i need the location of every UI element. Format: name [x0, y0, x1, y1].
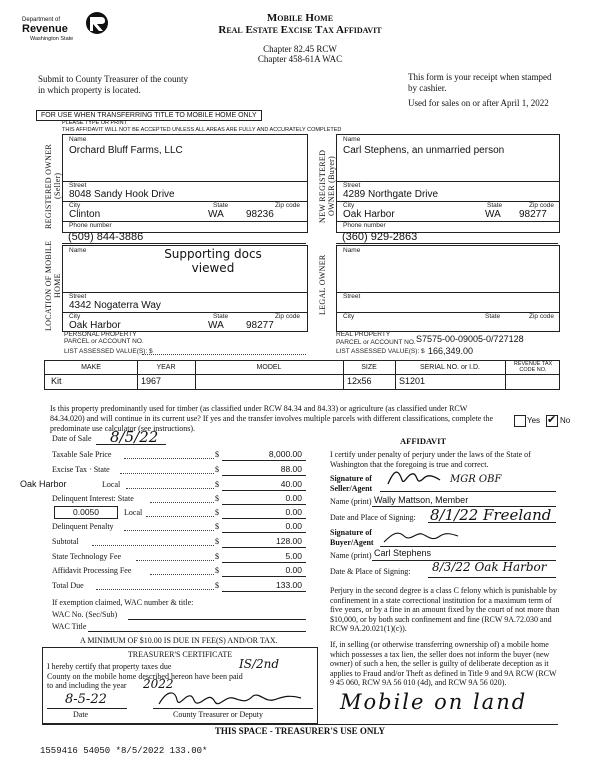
col-year: YEAR: [156, 364, 176, 371]
title-line2: Real Estate Excise Tax Affidavit: [218, 24, 382, 36]
buyer-street: 4289 Northgate Drive: [343, 189, 439, 200]
dollar-6: $: [215, 522, 219, 531]
wac-no-label: WAC No. (Sec/Sub): [52, 610, 118, 619]
minimum-notice: A MINIMUM OF $10.00 IS DUE IN FEE(S) AND/OR TAX.: [80, 636, 278, 645]
location-city-label: City: [69, 313, 81, 320]
taxable-value: 8,000.00: [268, 449, 302, 459]
seller-state: WA: [208, 209, 224, 220]
dollar-10: $: [215, 581, 219, 590]
real-property-label: REAL PROPERTY: [336, 331, 391, 338]
location-street: 4342 Nogaterra Way: [69, 300, 161, 311]
buyer-name: Carl Stephens, an unmarried person: [343, 145, 505, 156]
treasurer-taxes-due: IS/2nd: [239, 657, 280, 671]
date-of-sale: 8/5/22: [110, 428, 159, 446]
buyer-section-label: NEW REGISTERED OWNER (Buyer): [318, 149, 336, 223]
dollar-1: $: [215, 450, 219, 459]
penalty-value: 0.00: [285, 521, 302, 531]
seller-city-label: City: [69, 202, 81, 209]
dept-line2: Revenue: [22, 23, 68, 35]
date-place: 8/1/22 Freeland: [430, 506, 552, 524]
title-line1: Mobile Home: [266, 12, 334, 24]
subtotal-value: 128.00: [276, 536, 302, 546]
chapter-2: Chapter 458-61A WAC: [257, 54, 343, 64]
date-place-label: Date and Place of Signing:: [330, 513, 416, 522]
treasurer-year: 2022: [143, 677, 174, 691]
not-accepted: THIS AFFIDAVIT WILL NOT BE ACCEPTED UNLESS ALL AREAS ARE FULLY AND ACCURATELY COMPLETED: [62, 127, 342, 133]
buyer-signature: [380, 524, 460, 548]
seller-state-label: State: [213, 202, 229, 209]
seller-section-label: REGISTERED OWNER (Seller): [44, 143, 62, 229]
location-zip-label: Zip code: [275, 313, 300, 320]
excise-label: Excise Tax · State: [52, 465, 110, 474]
location-name-label: Name: [69, 247, 87, 254]
treasurer-title: TREASURER'S CERTIFICATE: [127, 650, 233, 659]
personal-property-label: PERSONAL PROPERTY: [64, 331, 137, 338]
rate-box: [54, 506, 118, 519]
dollar-5: $: [215, 508, 219, 517]
buyer-phone-label: Phone number: [343, 222, 386, 229]
check-icon: ✔: [547, 413, 557, 426]
local2-label: Local: [124, 508, 143, 517]
buyer-block: [336, 134, 560, 233]
seller-signature: [384, 466, 444, 490]
treasurer-certificate: [42, 647, 318, 724]
name-print2-label: Name (print): [330, 551, 372, 560]
treasurer-line1: I hereby certify that property taxes due: [47, 662, 172, 671]
handwritten-note: Mobile on land: [340, 690, 528, 714]
chapter-1: Chapter 82.45 RCW: [263, 44, 337, 54]
form-title: [180, 12, 420, 64]
seller-city: Clinton: [69, 209, 101, 220]
cell-year: 1967: [141, 376, 162, 386]
legal-section-label: LEGAL OWNER: [318, 254, 327, 316]
date-of-sale-label: Date of Sale: [52, 434, 92, 443]
treasurer-deputy-label: County Treasurer or Deputy: [173, 710, 263, 719]
buyer-city-label: City: [343, 202, 355, 209]
treasurer-date: 8-5-22: [65, 692, 107, 707]
location-block: [62, 245, 308, 332]
dollar-3: $: [215, 480, 219, 489]
location-name-note: Supporting docs viewed: [164, 247, 262, 275]
col-revenue: REVENUE TAX CODE NO.: [513, 361, 553, 373]
receipt-text: This form is your receipt when stamped by cashier.: [408, 72, 552, 93]
legal-city-label: City: [343, 313, 355, 320]
local-jurisdiction: Oak Harbor: [20, 479, 67, 489]
buyer-state-label: State: [487, 202, 503, 209]
total-label: Total Due: [52, 581, 84, 590]
dollar-4: $: [215, 494, 219, 503]
seller-street-label: Street: [69, 182, 87, 189]
seller-name: Orchard Bluff Farms, LLC: [69, 145, 183, 156]
seller-zip-label: Zip code: [275, 202, 300, 209]
dollar-8: $: [215, 552, 219, 561]
cell-size: 12x56: [347, 376, 372, 386]
dor-logo-icon: [84, 10, 120, 36]
legal-state-label: State: [485, 313, 501, 320]
real-parcel: S7575-00-09005-0/727128: [416, 334, 524, 344]
location-zip: 98277: [246, 320, 274, 331]
use-when-box: FOR USE WHEN TRANSFERRING TITLE TO MOBILE HOME ONLY: [36, 110, 262, 121]
sig-seller-label: Signature of Seller/Agent: [330, 474, 373, 493]
dollar-7: $: [215, 537, 219, 546]
location-section-label: LOCATION OF MOBILE HOME: [44, 240, 62, 332]
location-state: WA: [208, 320, 224, 331]
treasurer-signature: [155, 688, 305, 710]
penalty-label: Delinquent Penalty: [52, 522, 114, 531]
dept-line1: Department of: [22, 17, 61, 23]
buyer-state: WA: [485, 209, 501, 220]
total-value: 133.00: [276, 580, 302, 590]
treasurer-date-label: Date: [73, 710, 89, 719]
exemption-label: If exemption claimed, WAC number & title:: [52, 598, 194, 607]
delinquent-interest-value: 0.00: [285, 493, 302, 503]
name-print-label: Name (print): [330, 497, 372, 506]
dept-line3: Washington State: [30, 36, 74, 42]
delinquent-interest-label: Delinquent Interest: State: [52, 494, 134, 503]
buyer-phone: (360) 929-2863: [342, 231, 418, 243]
buyer-zip: 98277: [519, 209, 547, 220]
tech-fee-value: 5.00: [285, 551, 302, 561]
cell-make: Kit: [51, 376, 62, 386]
affidavit-certify: I certify under penalty of perjury under the laws of the State of Washington that the foregoing is true and correct.: [330, 450, 531, 469]
local-label: Local: [102, 480, 121, 489]
seller-phone-label: Phone number: [69, 222, 112, 229]
receipt-stamp: 1559416 54050 *8/5/2022 133.00*: [40, 746, 208, 756]
buyer-street-label: Street: [343, 182, 361, 189]
date-place2-label: Date & Place of Signing:: [330, 567, 411, 576]
excise-value: 88.00: [280, 464, 302, 474]
affidavit-fee-value: 0.00: [285, 565, 302, 575]
personal-parcel-label: PARCEL or ACCOUNT NO.: [64, 338, 144, 345]
subtotal-label: Subtotal: [52, 537, 79, 546]
legal-zip-label: Zip code: [529, 313, 554, 320]
dollar-2: $: [215, 465, 219, 474]
timber-no-label: No: [560, 416, 571, 425]
timber-yes-checkbox[interactable]: [514, 415, 526, 427]
perjury-notice: Perjury in the second degree is a class C felony which is punishable by confinement in a state correctional institution for a maximum term of five years, or by a fine in an amount fixed by the court of not more than $10,000, or by both such confinement and fine (RCW 9A.72.030 and RCW 9A.20.021(1)(c)).: [330, 586, 560, 633]
legal-name-label: Name: [343, 247, 361, 254]
buyer-zip-label: Zip code: [529, 202, 554, 209]
tech-fee-label: State Technology Fee: [52, 552, 122, 561]
legal-street-label: Street: [343, 293, 361, 300]
seller-zip: 98236: [246, 209, 274, 220]
name-print: Wally Mattson, Member: [374, 495, 469, 505]
rate-value: 0.0050: [73, 507, 99, 517]
submit-text: Submit to County Treasurer of the county in which property is located.: [38, 74, 188, 95]
seller-phone: (509) 844-3886: [68, 231, 144, 243]
location-state-label: State: [213, 313, 229, 320]
seller-block: [62, 134, 308, 233]
real-assessed-label: LIST ASSESSED VALUE(S): $: [336, 348, 425, 355]
mobile-home-table: [44, 360, 560, 390]
cell-serial: S1201: [399, 376, 426, 386]
sig-seller-title: MGR OBF: [450, 474, 502, 485]
please-type: PLEASE TYPE OR PRINT: [62, 120, 128, 126]
seller-street: 8048 Sandy Hook Drive: [69, 189, 175, 200]
legal-owner-block: [336, 245, 560, 332]
used-for-text: Used for sales on or after April 1, 2022: [408, 98, 549, 108]
local-value: 40.00: [280, 479, 302, 489]
col-make: MAKE: [81, 364, 101, 371]
name-print2: Carl Stephens: [374, 548, 432, 558]
location-city: Oak Harbor: [69, 320, 121, 331]
col-serial: SERIAL NO. or I.D.: [419, 364, 481, 371]
treasurer-use-only: THIS SPACE - TREASURER'S USE ONLY: [214, 726, 386, 736]
affidavit-title: AFFIDAVIT: [400, 436, 447, 446]
date-place2: 8/3/22 Oak Harbor: [432, 560, 547, 574]
local2-value: 0.00: [285, 507, 302, 517]
buyer-city: Oak Harbor: [343, 209, 395, 220]
taxable-label: Taxable Sale Price: [52, 450, 112, 459]
timber-question: Is this property predominantly used for timber (as classified under RCW 84.34 and 84.33) or agriculture (as classified under RCW 84.34.020) and will continue in its current use? If yes and the transfer involves multiple parcels with different classifications, complete the predominate use calculator (see instructions).: [50, 404, 494, 433]
dollar-9: $: [215, 566, 219, 575]
location-street-label: Street: [69, 293, 87, 300]
timber-no-checkbox[interactable]: [546, 415, 558, 427]
col-model: MODEL: [256, 364, 282, 371]
personal-assessed-label: LIST ASSESSED VALUE(S): $: [64, 348, 153, 355]
real-assessed: 166,349.00: [428, 346, 474, 356]
if-selling-notice: If, in selling (or otherwise transferring ownership of) a mobile home which possesses a tax lien, the seller does not inform the buyer (new owner) of such a hen, the seller is guilty of deliberate deception as it applies to Fraud and/or Theft as defined in Title 9 and 9A RCW (RCW 9 45 060, RCW 9A 56 010 (4d), and RCW 9A 56 020).: [330, 640, 557, 687]
treasurer-line2: County on the mobile home described hereon have been paid to and including the year: [47, 672, 243, 690]
sig-buyer-label: Signature of Buyer/Agent: [330, 528, 374, 547]
affidavit-fee-label: Affidavit Processing Fee: [52, 566, 132, 575]
buyer-name-label: Name: [343, 136, 361, 143]
real-parcel-label: PARCEL or ACCOUNT NO.: [336, 339, 416, 346]
col-size: SIZE: [361, 364, 377, 371]
seller-name-label: Name: [69, 136, 87, 143]
wac-title-label: WAC Title: [52, 622, 87, 631]
dor-logo: [22, 10, 122, 60]
timber-yes-label: Yes: [527, 416, 541, 425]
